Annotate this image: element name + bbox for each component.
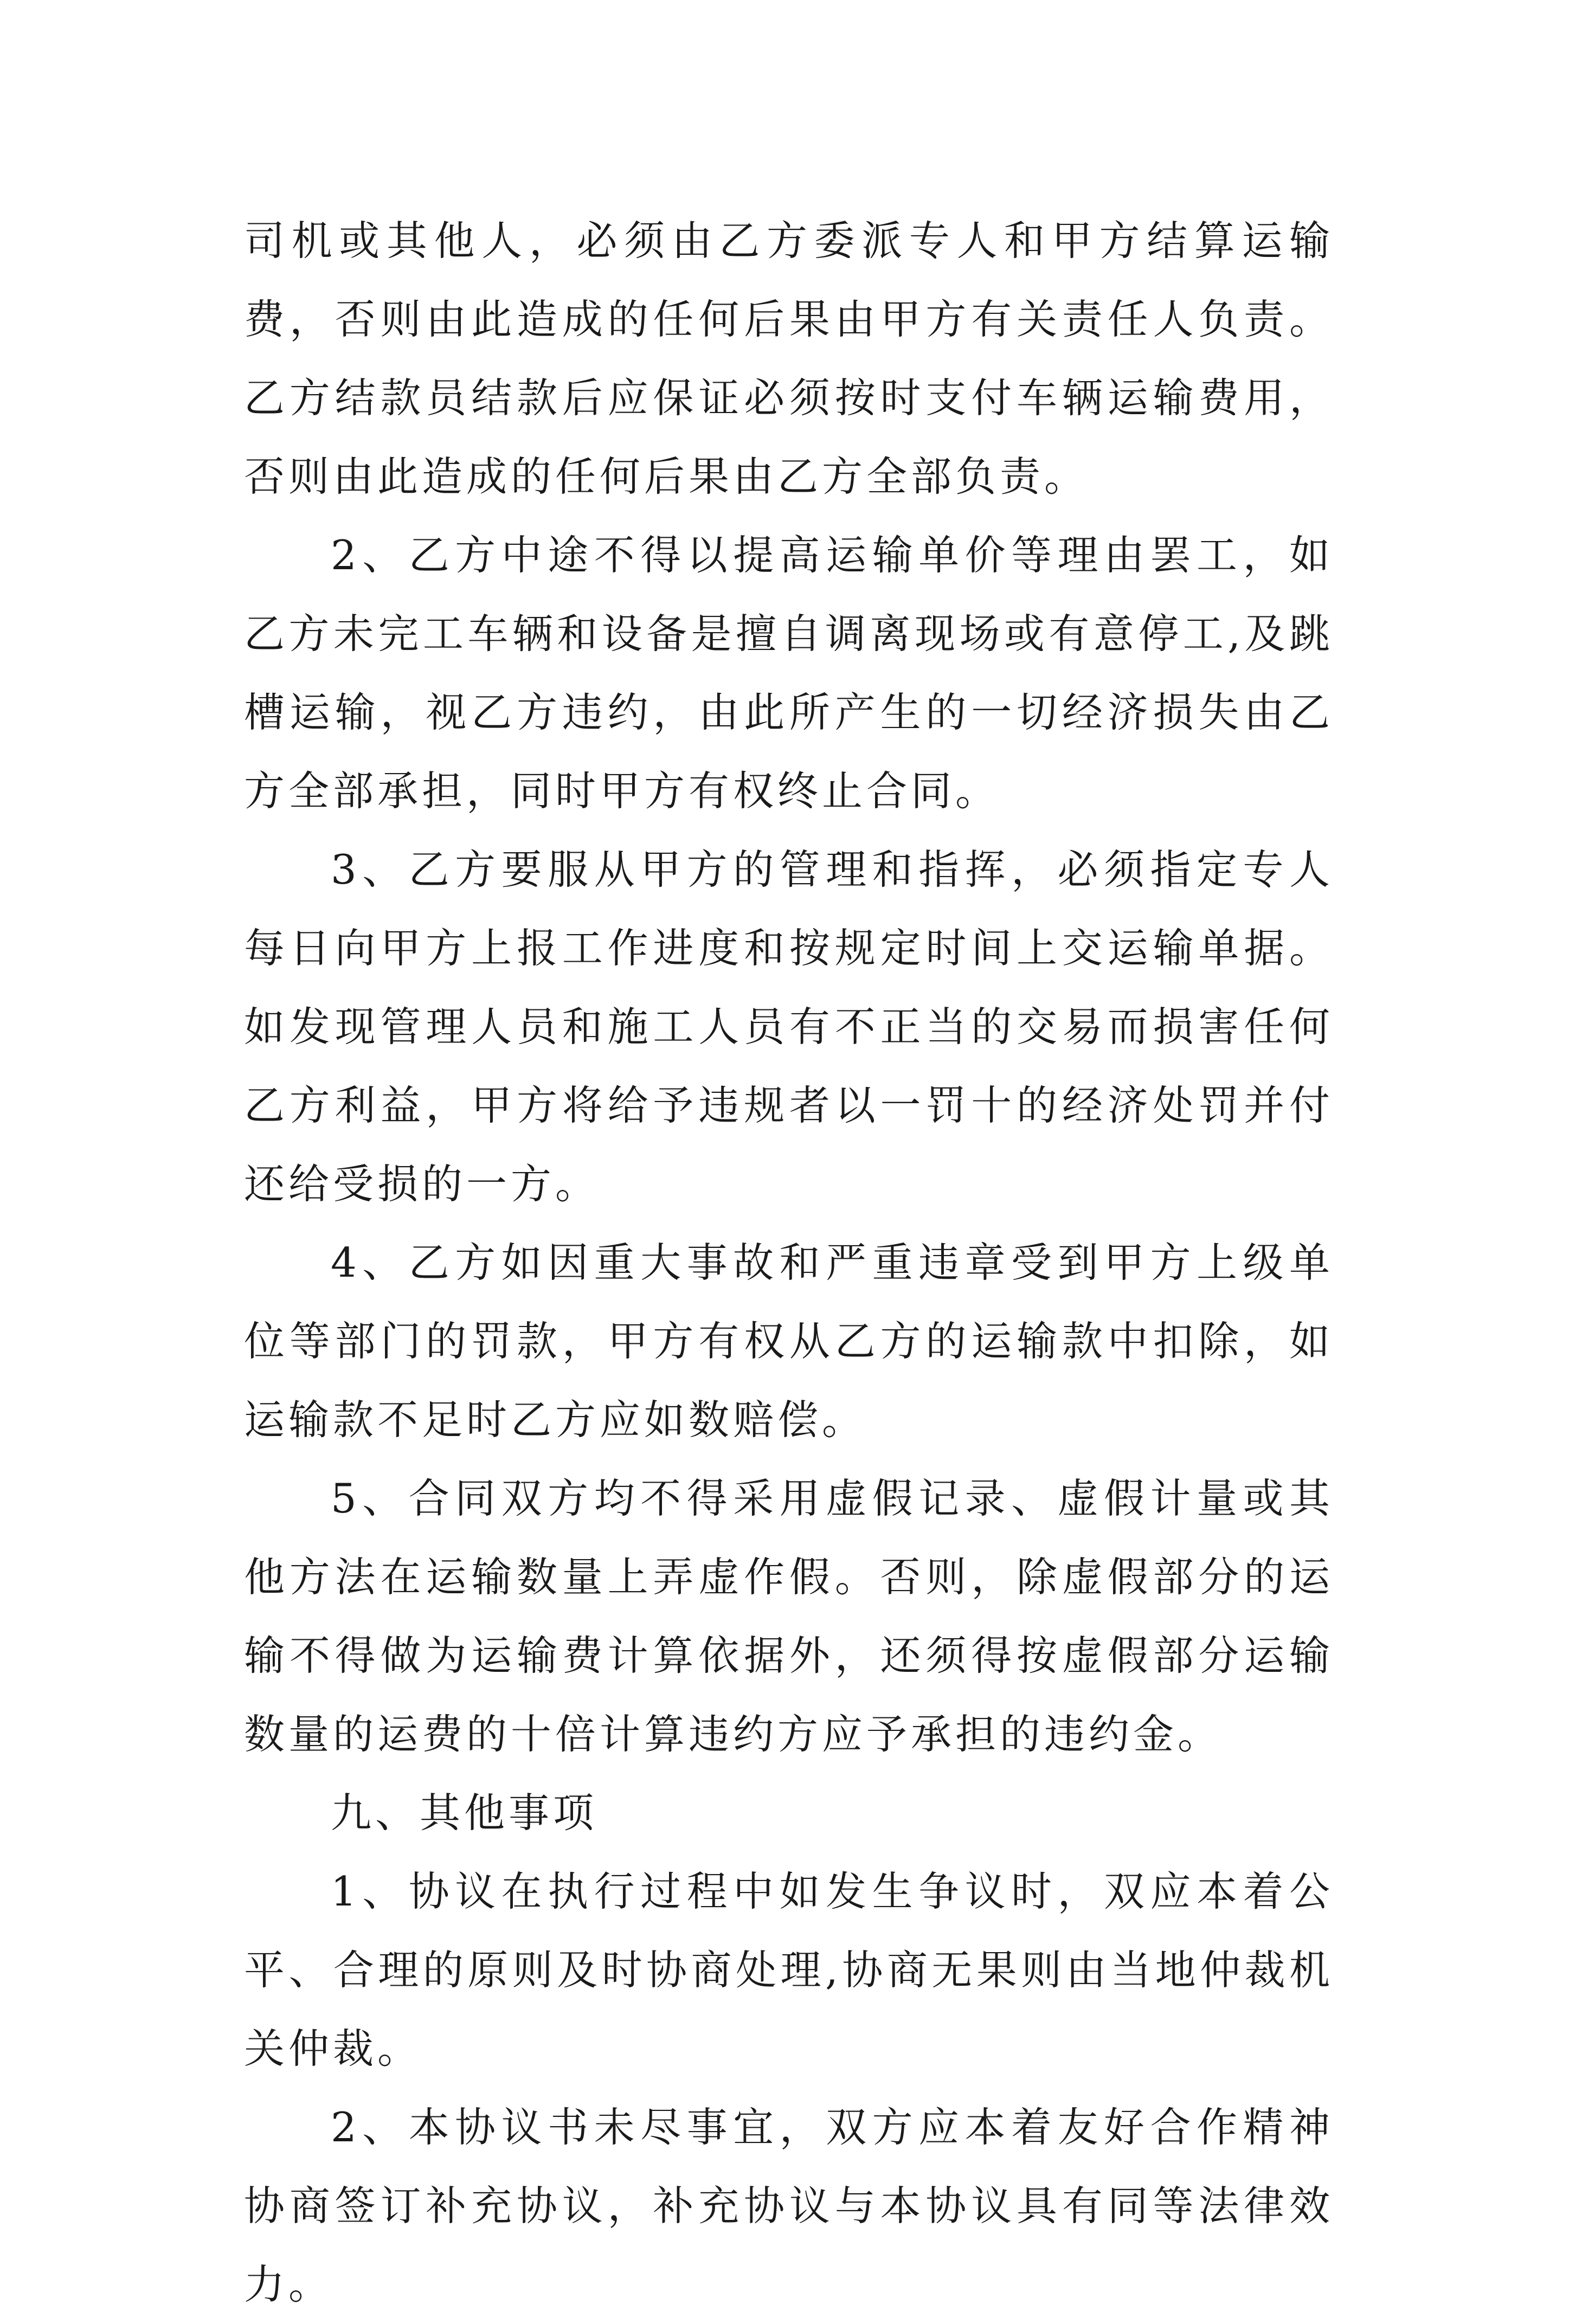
clause-2-strike-breach: 2、乙方中途不得以提高运输单价等理由罢工，如乙方未完工车辆和设备是擅自调离现场或有意停工,及跳槽运输，视乙方违约，由此所产生的一切经济损失由乙方全部承担，同时甲方有权终止合同。: [244, 531, 1334, 815]
section-heading-other-matters: 九、其他事项: [331, 1789, 598, 1837]
paragraph-continuation: 司机或其他人，必须由乙方委派专人和甲方结算运输费，否则由此造成的任何后果由甲方有关责任人负责。乙方结款员结款后应保证必须按时支付车辆运输费用，否则由此造成的任何后果由乙方全部负责。: [244, 217, 1334, 500]
clause-4-fines: 4、乙方如因重大事故和严重违章受到甲方上级单位等部门的罚款，甲方有权从乙方的运输款中扣除，如运输款不足时乙方应如数赔偿。: [244, 1239, 1334, 1444]
clause-3-management: 3、乙方要服从甲方的管理和指挥，必须指定专人 每日向甲方上报工作进度和按规定时间上交运输单据。如发现管理人员和施工人员有不正当的交易而损害任何乙方利益，甲方将给予违规者以一罚十的经济处罚并付还给受损的一方。: [244, 846, 1334, 1208]
document-body: [244, 202, 1334, 2324]
other-clause-2-supplement: 2、本协议书未尽事宜，双方应本着友好合作精神协商签订补充协议，补充协议与本协议具有同等法律效力。: [244, 2103, 1334, 2308]
other-clause-1-dispute: 1、协议在执行过程中如发生争议时，双应本着公平、合理的原则及时协商处理,协商无果则由当地仲裁机关仲裁。: [244, 1868, 1334, 2072]
clause-5-false-records: 5、合同双方均不得采用虚假记录、虚假计量或其他方法在运输数量上弄虚作假。否则，除虚假部分的运输不得做为运输费计算依据外，还须得按虚假部分运输数量的运费的十倍计算违约方应予承担的违约金。: [244, 1475, 1334, 1758]
